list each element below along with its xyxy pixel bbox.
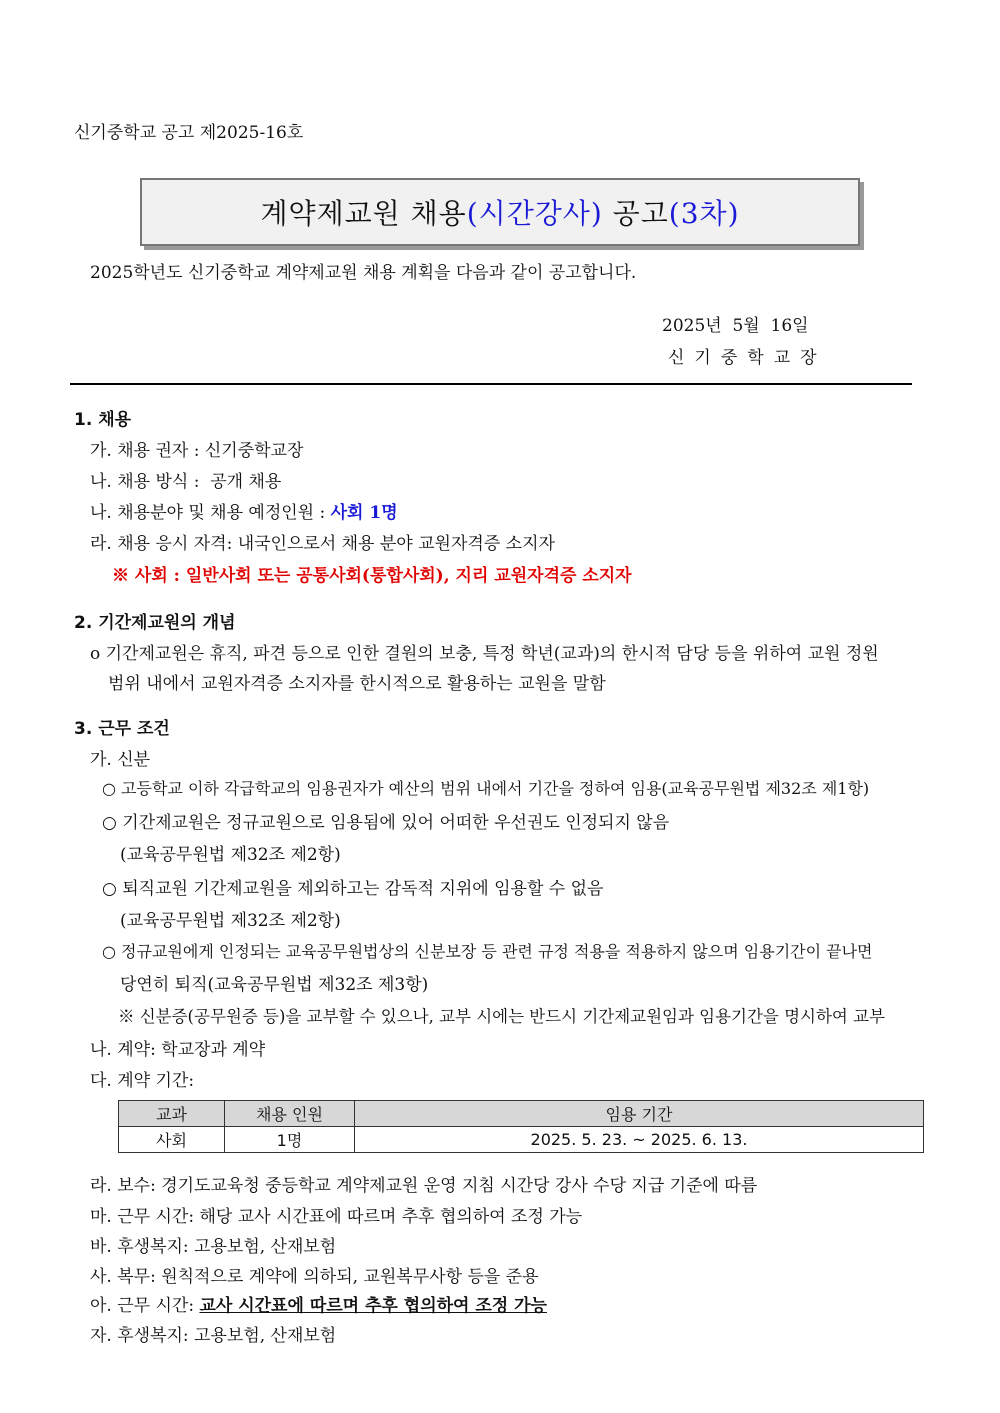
section-heading-1: 1. 채용 [74, 410, 132, 430]
s3-item-ra: 라. 보수: 경기도교육청 중등학교 계약제교원 운영 지침 시간당 강사 수당 지급 기준에 따름 [90, 1176, 758, 1196]
table-cell: 사회 [119, 1127, 225, 1153]
s3-item-na: 나. 계약: 학교장과 계약 [90, 1040, 266, 1060]
s3-item-sa: 사. 복무: 원칙적으로 계약에 의하되, 교원복무사항 등을 준용 [90, 1267, 539, 1287]
s3-item-ja: 자. 후생복지: 고용보험, 산재보험 [90, 1326, 337, 1346]
s3-item-a-label: 아. 근무 시간: [90, 1296, 200, 1316]
s3-bullet-4-note: ※ 신분증(공무원증 등)을 교부할 수 있으나, 교부 시에는 반드시 기간제교원임과 임용기간을 명시하여 교부 [118, 1007, 885, 1026]
s1-item-ga: 가. 채용 권자 : 신기중학교장 [90, 441, 304, 461]
notice-date: 2025년 5월 16일 [662, 316, 809, 336]
s3-bullet-1: ○ 고등학교 이하 각급학교의 임용권자가 예산의 범위 내에서 기간을 정하여 임용(교육공무원법 제32조 제1항) [102, 779, 870, 798]
page-title [260, 192, 739, 232]
title-main: 계약제교원 채용 [260, 197, 467, 230]
table-header: 채용 인원 [225, 1101, 355, 1127]
s3-item-da: 다. 계약 기간: [90, 1071, 195, 1091]
table-header: 교과 [119, 1101, 225, 1127]
s1-item-na1: 나. 채용 방식 : 공개 채용 [90, 472, 282, 492]
s3-item-a-value: 교사 시간표에 따르며 추후 협의하여 조정 가능 [199, 1296, 547, 1316]
table-row [119, 1127, 924, 1153]
s3-bullet-2-ref: (교육공무원법 제32조 제2항) [120, 845, 341, 865]
s1-item-na2-value: 사회 1명 [330, 503, 398, 523]
notice-number: 신기중학교 공고 제2025-16호 [74, 123, 304, 143]
s3-item-ba: 바. 후생복지: 고용보험, 산재보험 [90, 1237, 337, 1257]
section-heading-3: 3. 근무 조건 [74, 719, 170, 739]
s2-line1: o 기간제교원은 휴직, 파견 등으로 인한 결원의 보충, 특정 학년(교과)의 한시적 담당 등을 위하여 교원 정원 [90, 644, 879, 664]
table-cell: 2025. 5. 23. ~ 2025. 6. 13. [355, 1127, 924, 1153]
s1-item-na2-label: 나. 채용분야 및 채용 예정인원 : [90, 503, 331, 523]
s3-bullet-3-ref: (교육공무원법 제32조 제2항) [120, 911, 341, 931]
table-cell: 1명 [225, 1127, 355, 1153]
s3-item-ma: 마. 근무 시간: 해당 교사 시간표에 따르며 추후 협의하여 조정 가능 [90, 1207, 583, 1227]
s3-bullet-4: ○ 정규교원에게 인정되는 교육공무원법상의 신분보장 등 관련 규정 적용을 적용하지 않으며 임용기간이 끝나면 [102, 942, 873, 961]
s3-item-a [90, 1291, 547, 1316]
s3-bullet-2: ○ 기간제교원은 정규교원으로 임용됨에 있어 어떠한 우선권도 인정되지 않음 [102, 813, 670, 833]
s3-bullet-3: ○ 퇴직교원 기간제교원을 제외하고는 감독적 지위에 임용할 수 없음 [102, 879, 604, 899]
table-header-row [119, 1101, 924, 1127]
s3-bullet-4-cont: 당연히 퇴직(교육공무원법 제32조 제3항) [120, 975, 429, 995]
s1-item-ra: 라. 채용 응시 자격: 내국인으로서 채용 분야 교원자격증 소지자 [90, 534, 555, 554]
contract-table [118, 1100, 924, 1153]
s2-line2: 범위 내에서 교원자격증 소지자를 한시적으로 활용하는 교원을 말함 [108, 674, 606, 694]
title-box [140, 178, 860, 246]
intro-text: 2025학년도 신기중학교 계약제교원 채용 계획을 다음과 같이 공고합니다. [90, 263, 637, 283]
title-round: (3차) [668, 197, 740, 230]
s1-item-na2 [90, 498, 398, 523]
title-suffix: 공고 [602, 197, 669, 230]
section-heading-2: 2. 기간제교원의 개념 [74, 613, 236, 633]
divider [70, 383, 912, 385]
table-header: 임용 기간 [355, 1101, 924, 1127]
s3-item-ga: 가. 신분 [90, 750, 151, 770]
signature: 신기중학교장 [668, 348, 827, 368]
title-subtype: (시간강사) [466, 197, 603, 230]
s1-note: ※ 사회 : 일반사회 또는 공통사회(통합사회), 지리 교원자격증 소지자 [112, 566, 632, 586]
